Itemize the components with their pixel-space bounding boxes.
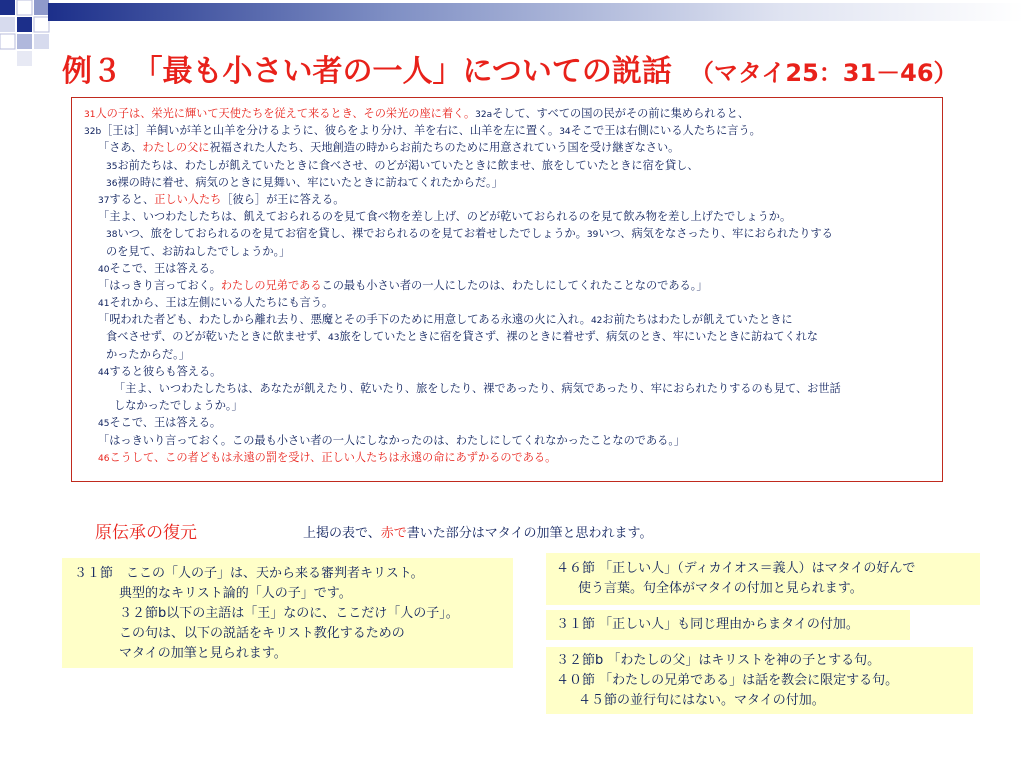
title-reference: （マタイ25：31－46） bbox=[689, 59, 958, 87]
scripture-line bbox=[84, 225, 942, 242]
note-line: ４０節 「わたしの兄弟である」は話を教会に限定する句。 bbox=[556, 673, 899, 688]
verse-number: 34 bbox=[559, 127, 571, 138]
scripture-line bbox=[84, 346, 942, 363]
scripture-line bbox=[84, 397, 942, 414]
scripture-line bbox=[84, 414, 942, 431]
note-verse-31 bbox=[62, 558, 513, 668]
scripture-line bbox=[84, 260, 942, 277]
scripture-text: そして、すべての国の民がその前に集められると、 bbox=[492, 107, 750, 120]
scripture-text: 裸の時に着せ、病気のときに見舞い、牢にいたときに訪ねてくれたからだ。」 bbox=[117, 175, 503, 189]
scripture-line bbox=[84, 363, 942, 380]
title-main: 例３ 「最も小さい者の一人」についての説話 bbox=[62, 54, 672, 89]
slide-title bbox=[62, 46, 958, 90]
scripture-text: それから、王は左側にいる人たちにも言う。 bbox=[109, 296, 334, 310]
scripture-line bbox=[84, 139, 942, 156]
scripture-text: すると、 bbox=[109, 192, 155, 206]
scripture-text: 「主よ、いつわたしたちは、あなたが飢えたり、乾いたり、旅をしたり、裸であったり、病気であったり、牢におられたりするのも見て、お世話 bbox=[114, 382, 841, 395]
note-line: ３１節 「正しい人」も同じ理由からまタイの付加。 bbox=[556, 617, 859, 632]
note-line: ３１節 ここの「人の子」は、天から来る審判者キリスト。 bbox=[74, 566, 424, 581]
scripture-line bbox=[84, 311, 942, 328]
note-verses-32b-40 bbox=[546, 647, 973, 714]
scripture-text: いつ、病気をなさったり、牢におられたりする bbox=[598, 227, 833, 241]
scripture-text: そこで王は右側にいる人たちに言う。 bbox=[570, 124, 761, 138]
note-line: マタイの加筆と見られます。 bbox=[119, 646, 287, 661]
scripture-line bbox=[84, 294, 942, 311]
scripture-text: ［彼ら］が王に答える。 bbox=[221, 192, 345, 206]
scripture-line bbox=[84, 122, 942, 139]
caption-post: 書いた部分はマタイの加筆と思われます。 bbox=[406, 526, 653, 541]
verse-number: 35 bbox=[106, 161, 118, 172]
scripture-line bbox=[84, 432, 942, 449]
verse-number: 41 bbox=[98, 299, 110, 310]
scripture-text: わたしの兄弟である bbox=[220, 278, 322, 292]
scripture-text: 祝福された人たち、天地創造の時からお前たちのために用意されていう国を受け継ぎなさい。 bbox=[209, 141, 680, 155]
section-heading: 原伝承の復元 bbox=[95, 523, 197, 543]
verse-number: 38 bbox=[106, 230, 118, 241]
verse-number: 44 bbox=[98, 367, 110, 378]
verse-number: 32a bbox=[475, 110, 493, 120]
note-line: ３２節b 「わたしの父」はキリストを神の子とする句。 bbox=[556, 653, 881, 668]
note-line: この句は、以下の説話をキリスト教化するための bbox=[119, 626, 405, 641]
scripture-text: そこで、王は答える。 bbox=[109, 261, 222, 275]
header-gradient-bar bbox=[48, 3, 1024, 21]
scripture-line bbox=[84, 174, 942, 191]
verse-number: 46 bbox=[98, 453, 110, 464]
scripture-text: お前たちは、わたしが飢えていたときに食べさせ、のどが渇いていたときに飲ませ、旅をしていたときに宿を貸し、 bbox=[117, 158, 699, 172]
verse-number: 40 bbox=[98, 264, 110, 275]
scripture-line bbox=[84, 105, 942, 122]
scripture-text: 正しい人たち bbox=[154, 192, 222, 206]
note-line: ３２節b以下の主語は「王」なのに、ここだけ「人の子」。 bbox=[119, 606, 459, 621]
scripture-text: ［王は］羊飼いが羊と山羊を分けるように、彼らをより分け、羊を右に、山羊を左に置く。 bbox=[101, 124, 560, 138]
scripture-line bbox=[84, 243, 942, 260]
scripture-text: 「主よ、いつわたしたちは、飢えておられるのを見て食べ物を差し上げ、のどが乾いておられるのを見て飲み物を差し上げたでしょうか。 bbox=[98, 210, 792, 224]
caption-red-word: 赤で bbox=[380, 526, 407, 541]
scripture-text: この最も小さい者の一人にしたのは、わたしにしてくれたことなのである。」 bbox=[321, 278, 708, 292]
scripture-text: 「はっきり言っておく。 bbox=[98, 278, 221, 292]
note-line: 使う言葉。句全体がマタイの付加と見られます。 bbox=[578, 581, 863, 596]
scripture-line bbox=[84, 328, 942, 345]
verse-number: 45 bbox=[98, 419, 110, 430]
verse-number: 43 bbox=[327, 333, 340, 344]
scripture-line bbox=[84, 277, 942, 294]
verse-number: 36 bbox=[106, 178, 118, 189]
scripture-text: しなかったでしょうか。」 bbox=[114, 399, 243, 413]
note-verse-46 bbox=[546, 553, 980, 605]
scripture-text: のを見て、お訪ねしたでしょうか。」 bbox=[106, 244, 291, 258]
scripture-line bbox=[84, 157, 942, 174]
scripture-line bbox=[84, 208, 942, 225]
scripture-text: お前たちはわたしが飢えていたときに bbox=[602, 313, 793, 327]
scripture-box bbox=[71, 97, 943, 482]
scripture-text: そこで、王は答える。 bbox=[109, 416, 222, 430]
note-line: ４６節 「正しい人」（ディカイオス＝義人）はマタイの好んで bbox=[556, 561, 916, 576]
scripture-text: 「はっきいり言っておく。この最も小さい者の一人にしなかったのは、わたしにしてくれなかったことなのである。」 bbox=[98, 433, 686, 447]
scripture-text: 食べさせず、のどが乾いたときに飲ませず、 bbox=[106, 330, 328, 344]
scripture-text: 人の子は、栄光に輝いて天使たちを従えて来るとき、その栄光の座に着く。 bbox=[95, 107, 476, 120]
note-verse-31-righteous bbox=[546, 610, 910, 640]
verse-number: 31 bbox=[84, 110, 96, 120]
scripture-text: いつ、旅をしておられるのを見てお宿を貸し、裸でおられるのを見てお着せしたでしょうか。 bbox=[117, 227, 587, 241]
scripture-text: すると彼らも答える。 bbox=[109, 364, 222, 378]
scripture-text: 「さあ、 bbox=[98, 141, 143, 155]
note-line: 典型的なキリスト論的「人の子」です。 bbox=[119, 586, 352, 601]
scripture-text: 「呪われた者ども、わたしから離れ去り、悪魔とその手下のために用意してある永遠の火に入れ。 bbox=[98, 313, 591, 327]
scripture-line bbox=[84, 380, 942, 397]
scripture-text: 旅をしていたときに宿を貸さず、裸のときに着せず、病気のとき、牢にいたときに訪ねてくれな bbox=[339, 330, 818, 344]
caption bbox=[303, 522, 652, 541]
caption-pre: 上掲の表で、 bbox=[303, 526, 381, 541]
verse-number: 32b bbox=[84, 127, 102, 138]
verse-number: 39 bbox=[586, 230, 599, 241]
scripture-line bbox=[84, 191, 942, 208]
scripture-text: わたしの父に bbox=[142, 141, 210, 155]
scripture-text: かったからだ。」 bbox=[106, 347, 190, 361]
verse-number: 37 bbox=[98, 195, 110, 206]
scripture-text: こうして、この者どもは永遠の罰を受け、正しい人たちは永遠の命にあずかるのである。 bbox=[109, 450, 557, 464]
verse-number: 42 bbox=[590, 316, 603, 327]
scripture-line bbox=[84, 449, 942, 466]
note-line: ４５節の並行句にはない。マタイの付加。 bbox=[578, 693, 825, 708]
